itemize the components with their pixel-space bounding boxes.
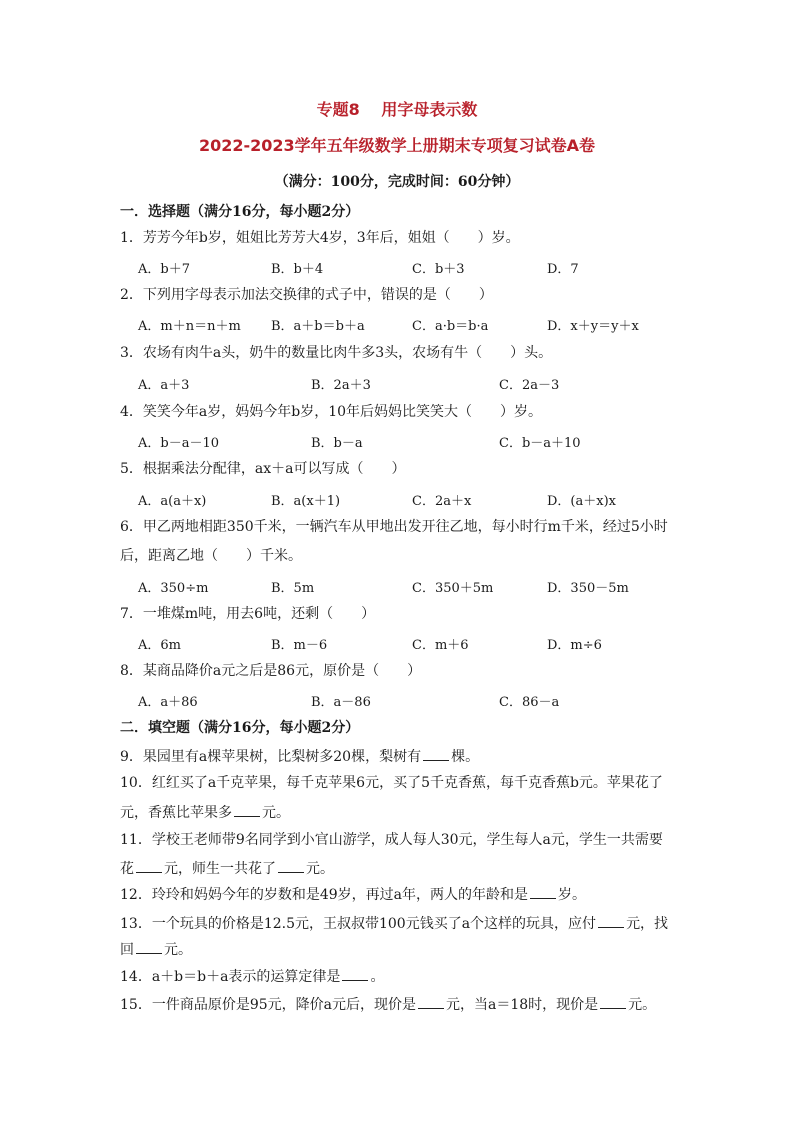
option-2d: D．x＋y＝y＋x [547,319,639,334]
answer-blank[interactable] [278,858,304,873]
question-14-text: 14．a＋b＝b＋a表示的运算定律是 [120,969,341,985]
option-6b: B．5m [271,581,315,596]
question-11-text2: 花 [120,861,134,877]
question-13-text: 13．一个玩具的价格是12.5元，王叔叔带100元钱买了a个这样的玩具，应付 [120,916,597,932]
question-11-tail: 元。 [306,861,334,877]
option-3c: C．2a－3 [499,378,560,393]
question-10-line1: 10．红红买了a千克苹果，每千克苹果6元，买了5千克香蕉，每千克香蕉b元。苹果花了 [120,775,663,791]
question-11-line1: 11．学校王老师带9名同学到小官山游学，成人每人30元，学生每人a元，学生一共需要 [120,832,663,848]
question-3: 3．农场有肉牛a头，奶牛的数量比肉牛多3头，农场有牛（ ）头。 [120,345,553,361]
option-2c: C．a·b＝b·a [412,319,489,334]
question-10-tail: 元。 [262,805,290,821]
question-13-tail: 元。 [164,942,192,958]
option-7d: D．m÷6 [547,638,602,653]
option-5d: D．(a＋x)x [547,494,616,509]
question-9-tail: 棵。 [451,749,480,765]
option-8c: C．86－a [499,695,560,710]
question-9 [120,746,479,767]
option-1b: B．b＋4 [271,262,324,277]
option-3b: B．2a＋3 [311,378,371,393]
option-4c: C．b－a＋10 [499,436,581,451]
question-12-text: 12．玲玲和妈妈今年的岁数和是49岁，再过a年，两人的年龄和是 [120,887,528,903]
question-12-tail: 岁。 [557,887,586,903]
question-15 [120,994,656,1015]
answer-blank[interactable] [136,858,162,873]
question-7: 7．一堆煤m吨，用去6吨，还剩（ ） [120,606,376,622]
section-heading-fill: 二．填空题（满分16分，每小题2分） [120,720,360,736]
option-6a: A．350÷m [138,581,209,596]
question-4: 4．笑笑今年a岁，妈妈今年b岁，10年后妈妈比笑笑大（ ）岁。 [120,404,543,420]
option-2a: A．m＋n＝n＋m [138,319,241,334]
option-1c: C．b＋3 [412,262,465,277]
answer-blank[interactable] [423,746,449,761]
answer-blank[interactable] [136,939,162,954]
score-line: （满分：100分，完成时间：60分钟） [274,174,520,190]
question-12 [120,884,586,905]
option-5c: C．2a＋x [412,494,472,509]
question-13-line1 [120,913,668,934]
question-9-text: 9．果园里有a棵苹果树，比梨树多20棵，梨树有 [120,749,422,765]
option-6c: C．350＋5m [412,581,494,596]
option-5b: B．a(x＋1) [271,494,341,509]
answer-blank[interactable] [234,802,260,817]
option-8a: A．a＋86 [138,695,198,710]
question-10-text2: 元，香蕉比苹果多 [120,805,232,821]
question-11-mid: 元，师生一共花了 [164,861,276,877]
option-1d: D．7 [547,262,579,277]
question-8: 8．某商品降价a元之后是86元，原价是（ ） [120,663,422,679]
option-8b: B．a－86 [311,695,371,710]
question-6-cont: 后，距离乙地（ ）千米。 [120,548,302,564]
question-14 [120,966,384,987]
question-14-tail: 。 [370,969,385,985]
option-7a: A．6m [138,638,181,653]
question-15-mid: 元，当a＝18时，现价是 [445,997,599,1013]
answer-blank[interactable] [418,994,444,1009]
question-15-tail: 元。 [628,997,657,1013]
option-1a: A．b＋7 [138,262,190,277]
question-5: 5．根据乘法分配律，ax＋a可以写成（ ） [120,461,406,477]
answer-blank[interactable] [342,966,368,981]
question-13-line2 [120,939,192,960]
option-4a: A．b－a－10 [138,436,220,451]
answer-blank[interactable] [530,884,556,899]
question-6: 6．甲乙两地相距350千米，一辆汽车从甲地出发开往乙地，每小时行m千米，经过5小时 [120,519,668,535]
option-3a: A．a＋3 [138,378,190,393]
answer-blank[interactable] [600,994,626,1009]
option-4b: B．b－a [311,436,363,451]
question-13-text2: 回 [120,942,134,958]
question-10-line2 [120,802,290,823]
option-5a: A．a(a＋x) [138,494,207,509]
question-13-mid: 元，找 [626,916,669,932]
page-title: 专题8 用字母表示数 [316,100,478,119]
answer-blank[interactable] [598,913,624,928]
question-1: 1．芳芳今年b岁，姐姐比芳芳大4岁，3年后，姐姐（ ）岁。 [120,230,520,246]
question-2: 2．下列用字母表示加法交换律的式子中，错误的是（ ） [120,287,493,303]
option-7c: C．m＋6 [412,638,469,653]
option-6d: D．350－5m [547,581,629,596]
section-heading-choice: 一．选择题（满分16分，每小题2分） [120,204,360,220]
question-11-line2 [120,858,334,879]
option-7b: B．m－6 [271,638,328,653]
option-2b: B．a＋b＝b＋a [271,319,365,334]
page-subtitle: 2022-2023学年五年级数学上册期末专项复习试卷A卷 [198,136,596,155]
question-15-text: 15．一件商品原价是95元，降价a元后，现价是 [120,997,416,1013]
